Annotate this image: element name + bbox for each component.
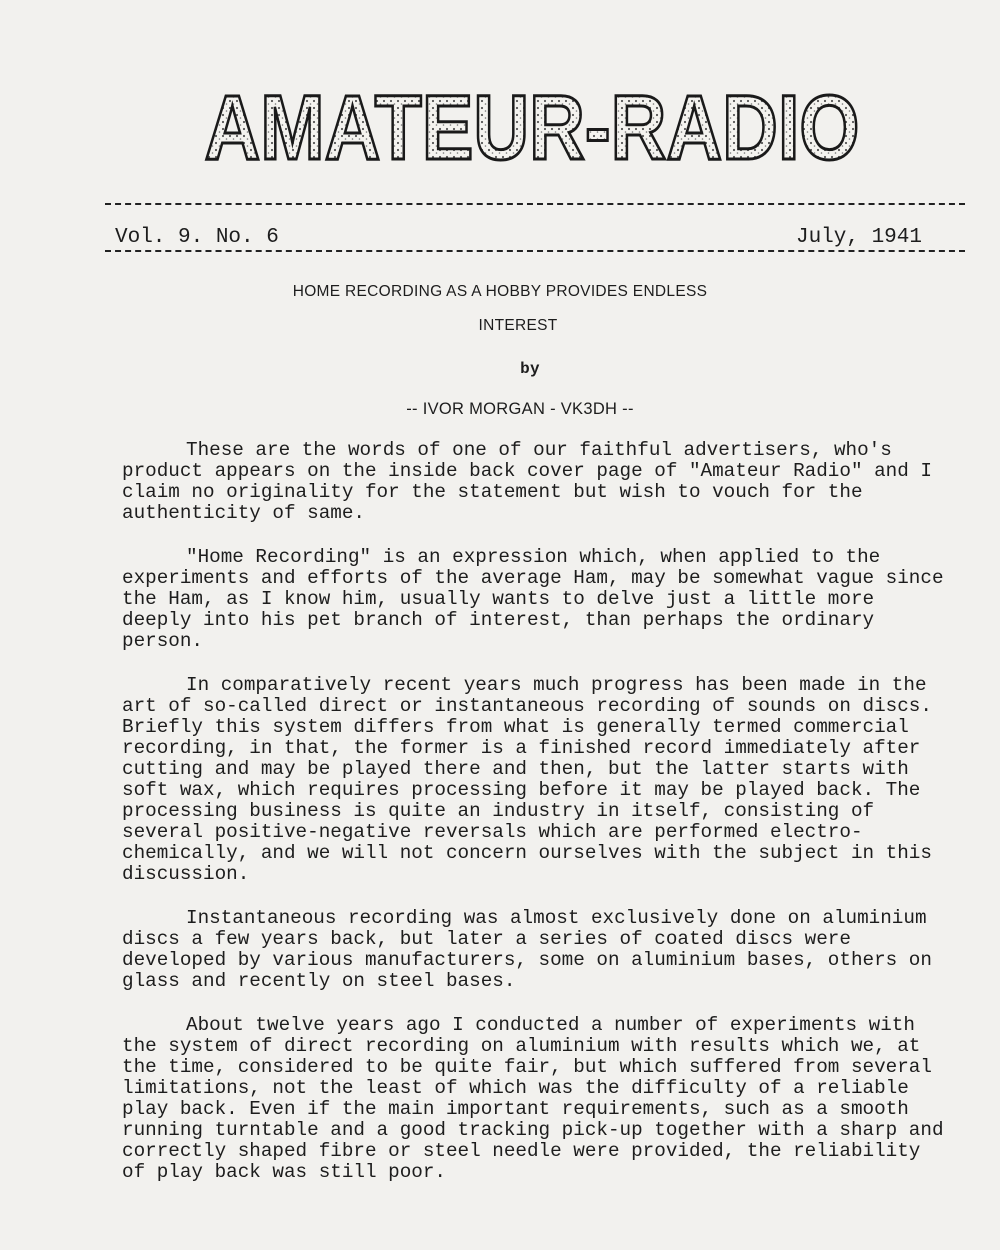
byline-label: by — [520, 360, 540, 378]
masthead-logo — [200, 77, 865, 179]
paragraph-5: About twelve years ago I conducted a number of experiments with the system of direct recording on aluminium with results which we, at the time, considered to be quite fair, but which suffered from several limitations, not the least of which was the difficulty of a reliable play back. Even if the main important requirements, such as a smooth running turntable and a good tracking pick-up together with a sharp and correctly shaped fibre or steel needle were provided, the reliability of play back was still poor. — [122, 1014, 944, 1183]
volume-number: Vol. 9. No. 6 — [115, 226, 279, 249]
paragraph-1: These are the words of one of our faithful advertisers, who's product appears on the inside back cover page of "Amateur Radio" and I claim no originality for the statement but wish to vouch for the authenticity of same. — [122, 439, 932, 524]
issue-date: July, 1941 — [795, 226, 922, 249]
paragraph-4: Instantaneous recording was almost exclusively done on aluminium discs a few years back, but later a series of coated discs were developed by various manufacturers, some on aluminium bases, others on glass and recently on steel bases. — [122, 907, 932, 992]
masthead-title: AMATEUR-RADIO — [204, 77, 860, 179]
paragraph-2: "Home Recording" is an expression which, when applied to the experiments and efforts of the average Ham, may be somewhat vague since the Ham, as I know him, usually wants to delve just a little more deeply into his pet branch of interest, than perhaps the ordinary person. — [122, 546, 944, 652]
article-body — [122, 440, 952, 1206]
article-headline-line1: HOME RECORDING AS A HOBBY PROVIDES ENDLESS — [292, 283, 708, 300]
bottom-divider — [105, 250, 965, 252]
top-divider — [105, 203, 965, 205]
paragraph-3: In comparatively recent years much progress has been made in the art of so-called direct or instantaneous recording of sounds on discs. Briefly this system differs from what is generally termed commercial recording, in that, the former is a finished record immediately after cutting and may be played there and then, but the latter starts with soft wax, which requires processing before it may be played back. The processing business is quite an industry in itself, consisting of several positive-negative reversals which are performed electro-chemically, and we will not concern ourselves with the subject in this discussion. — [122, 674, 932, 885]
article-headline-line2: INTEREST — [478, 317, 558, 334]
issue-line — [115, 226, 922, 249]
article-author: -- IVOR MORGAN - VK3DH -- — [406, 400, 634, 418]
